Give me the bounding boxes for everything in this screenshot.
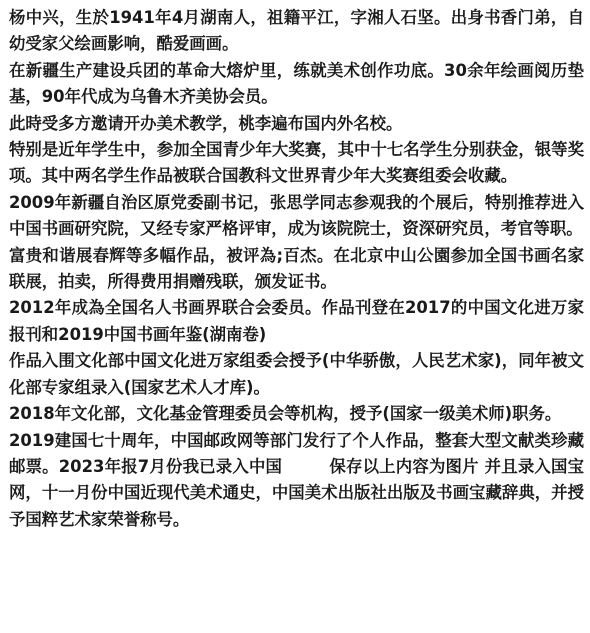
paragraph-xinjiang-corps: 在新疆生产建设兵团的革命大熔炉里，练就美术创作功底。30余年绘画阅历垫基，90年代成为乌鲁木齐美协会员。 [9,60,584,107]
paragraph-student-awards: 特别是近年学生中，参加全国青少年大奖赛，其中十七名学生分别获金，银等奖项。其中两名学生作品被联合国教科文世界青少年大奖赛组委会收藏。 [9,140,584,186]
paragraph-2019-stamps: 2019建国七十周年，中国邮政网等部门发行了个人作品，整套大型文献类珍藏邮票。2023年报7月份我已录入中国 保存以上内容为图片 并且录入国宝网，十一月份中国近现代美术通史，中国美术出版社出版及书画宝藏辞典，并授予国粹艺术家荣誉称号。 [9,430,584,529]
paragraph-2009-academy: 2009年新疆自治区原党委副书记，张思学同志参观我的个展后，特别推荐进入中国书画研究院，又经专家严格评审，成为该院院士，资深研究员，考官等职。 [9,192,584,239]
paragraph-2012-committee: 2012年成為全国名人书画界联合会委员。作品刊登在2017的中国文化进万家报刊和2019中国书画年鉴(湖南卷) [9,298,584,344]
paragraph-teaching: 此時受多方邀请开办美术教学，桃李遍布国内外名校。 [9,113,403,133]
paragraph-exhibition-auction: 富贵和谐展春辉等多幅作品，被评為;百杰。在北京中山公園参加全国书画名家联展，拍卖，所得费用捐赠残联，颁发证书。 [9,245,584,292]
paragraph-2018-title: 2018年文化部，文化基金管理委员会等机构，授予(国家一级美术师)职务。 [9,404,562,424]
paragraph-ministry-honor: 作品入围文化部中国文化进万家组委会授予(中华骄傲，人民艺术家)，同年被文化部专家组录入(国家艺术人才库)。 [9,351,584,397]
paragraph-biography-intro: 杨中兴，生於1941年4月湖南人，祖籍平江，字湘人石坚。出身书香门弟，自幼受家父绘画影响，酷爱画画。 [9,8,584,54]
